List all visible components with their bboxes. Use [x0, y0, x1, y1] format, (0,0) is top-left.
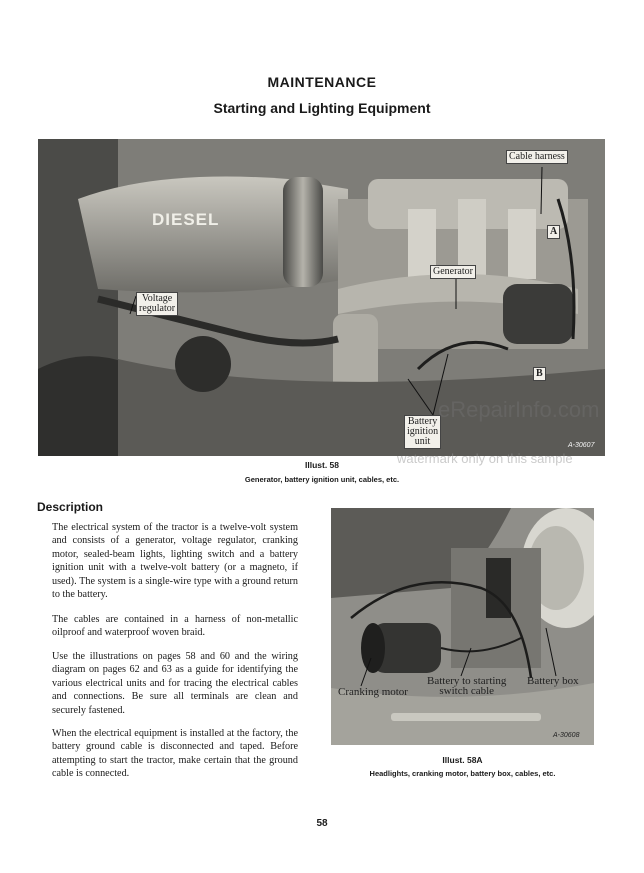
paragraph-4: When the electrical equipment is installed at the factory, the battery ground cable is disconnected and taped. Before attempting to start the tractor, make certain that the ground cable is connected.: [52, 728, 298, 780]
page-title: Starting and Lighting Equipment: [213, 100, 431, 116]
label-voltage-regulator: [136, 292, 178, 316]
label-battery-cable: [425, 675, 508, 697]
cranking-motor-photo-drawing: [331, 508, 594, 745]
paragraph-2: The cables are contained in a harness of non-metallic oilproof and waterproof woven braid.: [52, 614, 298, 639]
label-cranking-motor: Cranking motor: [338, 686, 408, 698]
label-battery-line2: ignition: [407, 426, 439, 437]
section-title: MAINTENANCE: [267, 74, 377, 90]
label-battery-box: Battery box: [527, 675, 579, 687]
description-heading: Description: [37, 500, 104, 514]
page-number: 58: [316, 818, 328, 829]
paragraph-3: Use the illustrations on pages 58 and 60 and the wiring diagram on pages 62 and 63 as a guide for identifying the various electrical units and for tracing the electrical cables and connections. Be sure all terminals are clean and securely fastened.: [52, 651, 298, 716]
figure2-code: A-30608: [553, 732, 580, 739]
label-battery-cable-line1: Battery to starting: [427, 675, 507, 687]
label-cable-harness: Cable harness: [506, 150, 568, 164]
label-voltage-line1: Voltage: [141, 293, 173, 304]
illust-58a-caption: Headlights, cranking motor, battery box, cables, etc.: [369, 769, 556, 778]
figure1-code: A-30607: [568, 442, 595, 449]
label-voltage-line2: regulator: [139, 303, 176, 314]
illust-58a-number: Illust. 58A: [442, 755, 483, 765]
watermark-notice: watermark only on this sample: [397, 451, 573, 466]
label-generator: Generator: [430, 265, 476, 279]
label-battery-line1: Battery: [407, 416, 438, 427]
watermark-site: eRepairInfo.com: [438, 397, 600, 422]
illust-58-number: Illust. 58: [304, 460, 339, 470]
label-b: B: [533, 367, 546, 381]
label-battery-line3: unit: [414, 436, 431, 447]
cranking-motor-photo: [331, 508, 594, 745]
label-battery-ignition-unit: [404, 415, 441, 449]
hood-lettering: DIESEL: [152, 210, 220, 229]
illust-58-caption: Generator, battery ignition unit, cables, etc.: [244, 475, 400, 484]
label-battery-cable-line2: switch cable: [439, 685, 495, 697]
paragraph-1: The electrical system of the tractor is a twelve-volt system and consists of a generator, voltage regulator, cranking motor, sealed-beam lights, lighting switch and a battery ignition unit with a twelve-volt battery (or a magneto, if used). The system is a single-wire type with a ground return to the battery.: [52, 522, 298, 601]
label-a: A: [547, 225, 560, 239]
